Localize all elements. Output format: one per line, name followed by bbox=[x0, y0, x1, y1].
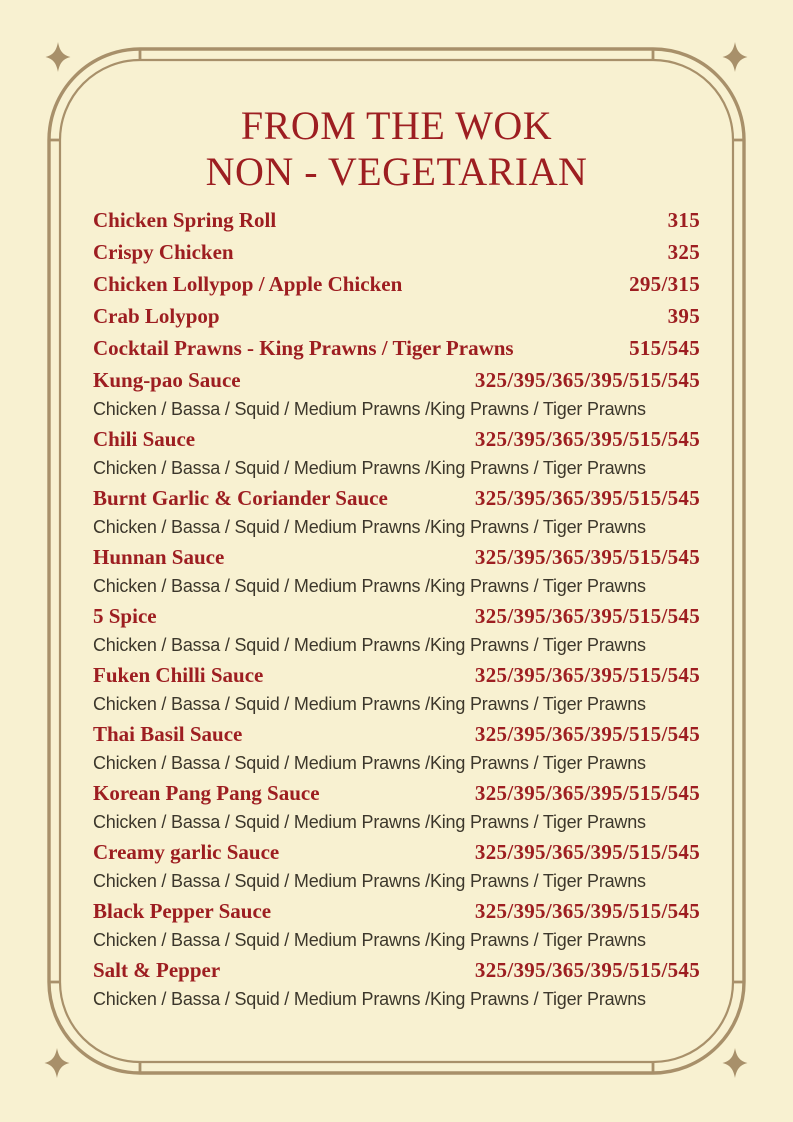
menu-item bbox=[93, 268, 700, 300]
item-name: Crispy Chicken bbox=[93, 240, 234, 264]
menu-item-row bbox=[93, 204, 700, 236]
menu-item-row bbox=[93, 777, 700, 809]
item-name: Chicken Lollypop / Apple Chicken bbox=[93, 272, 403, 296]
item-price: 515/545 bbox=[629, 336, 700, 360]
menu-item bbox=[93, 600, 700, 659]
menu-item bbox=[93, 300, 700, 332]
item-name: Chicken Spring Roll bbox=[93, 208, 277, 232]
item-price: 295/315 bbox=[629, 272, 700, 296]
menu-item bbox=[93, 777, 700, 836]
item-variants: Chicken / Bassa / Squid / Medium Prawns /King Prawns / Tiger Prawns bbox=[93, 576, 646, 596]
menu-item-row bbox=[93, 836, 700, 868]
menu-item bbox=[93, 332, 700, 364]
sparkle-icon bbox=[723, 1048, 748, 1078]
item-name: Korean Pang Pang Sauce bbox=[93, 781, 320, 805]
menu-item bbox=[93, 954, 700, 1013]
item-price: 325/395/365/395/515/545 bbox=[474, 545, 700, 569]
item-price: 325/395/365/395/515/545 bbox=[474, 486, 700, 510]
item-variants: Chicken / Bassa / Squid / Medium Prawns /King Prawns / Tiger Prawns bbox=[93, 989, 646, 1009]
item-variants: Chicken / Bassa / Squid / Medium Prawns /King Prawns / Tiger Prawns bbox=[93, 458, 646, 478]
item-name: Kung-pao Sauce bbox=[93, 368, 241, 392]
item-variants: Chicken / Bassa / Squid / Medium Prawns /King Prawns / Tiger Prawns bbox=[93, 812, 646, 832]
item-variants: Chicken / Bassa / Squid / Medium Prawns /King Prawns / Tiger Prawns bbox=[93, 930, 646, 950]
item-price: 325/395/365/395/515/545 bbox=[474, 663, 700, 687]
menu-item-row bbox=[93, 236, 700, 268]
menu-item bbox=[93, 541, 700, 600]
item-variants: Chicken / Bassa / Squid / Medium Prawns /King Prawns / Tiger Prawns bbox=[93, 399, 646, 419]
item-name: 5 Spice bbox=[93, 604, 157, 628]
menu-item bbox=[93, 482, 700, 541]
item-variants: Chicken / Bassa / Squid / Medium Prawns /King Prawns / Tiger Prawns bbox=[93, 635, 646, 655]
item-name: Crab Lolypop bbox=[93, 304, 220, 328]
item-price: 325 bbox=[667, 240, 700, 264]
menu-item-row bbox=[93, 364, 700, 396]
item-name: Hunnan Sauce bbox=[93, 545, 225, 569]
menu-item-row bbox=[93, 954, 700, 986]
menu-item-row bbox=[93, 268, 700, 300]
sparkle-icon bbox=[723, 42, 748, 72]
menu-item bbox=[93, 204, 700, 236]
item-price: 395 bbox=[667, 304, 700, 328]
menu-item-row bbox=[93, 895, 700, 927]
menu-item bbox=[93, 236, 700, 268]
page-title-line1: FROM THE WOK bbox=[240, 103, 553, 148]
menu-item-row bbox=[93, 332, 700, 364]
menu-item-row bbox=[93, 659, 700, 691]
item-price: 325/395/365/395/515/545 bbox=[474, 722, 700, 746]
page-title-line2: NON - VEGETARIAN bbox=[205, 149, 588, 194]
item-price: 325/395/365/395/515/545 bbox=[474, 781, 700, 805]
item-variants: Chicken / Bassa / Squid / Medium Prawns /King Prawns / Tiger Prawns bbox=[93, 694, 646, 714]
sparkle-icon bbox=[46, 42, 71, 72]
menu-item bbox=[93, 423, 700, 482]
item-price: 325/395/365/395/515/545 bbox=[474, 840, 700, 864]
menu-item bbox=[93, 659, 700, 718]
page-title bbox=[0, 103, 793, 195]
menu-item-row bbox=[93, 300, 700, 332]
item-name: Creamy garlic Sauce bbox=[93, 840, 280, 864]
item-variants: Chicken / Bassa / Squid / Medium Prawns /King Prawns / Tiger Prawns bbox=[93, 871, 646, 891]
item-price: 325/395/365/395/515/545 bbox=[474, 604, 700, 628]
item-price: 325/395/365/395/515/545 bbox=[474, 427, 700, 451]
item-name: Salt & Pepper bbox=[93, 958, 221, 982]
menu-item-row bbox=[93, 600, 700, 632]
menu-item bbox=[93, 364, 700, 423]
menu-item bbox=[93, 895, 700, 954]
item-name: Black Pepper Sauce bbox=[93, 899, 272, 923]
menu-item-row bbox=[93, 482, 700, 514]
item-price: 325/395/365/395/515/545 bbox=[474, 958, 700, 982]
sparkle-icon bbox=[45, 1048, 70, 1078]
menu-item-row bbox=[93, 541, 700, 573]
item-name: Fuken Chilli Sauce bbox=[93, 663, 264, 687]
item-name: Chili Sauce bbox=[93, 427, 196, 451]
menu-item bbox=[93, 718, 700, 777]
item-variants: Chicken / Bassa / Squid / Medium Prawns /King Prawns / Tiger Prawns bbox=[93, 753, 646, 773]
item-name: Burnt Garlic & Coriander Sauce bbox=[93, 486, 388, 510]
menu-list bbox=[93, 204, 700, 1013]
item-name: Thai Basil Sauce bbox=[93, 722, 243, 746]
menu-item bbox=[93, 836, 700, 895]
item-price: 315 bbox=[667, 208, 700, 232]
menu-item-row bbox=[93, 718, 700, 750]
item-price: 325/395/365/395/515/545 bbox=[474, 368, 700, 392]
item-name: Cocktail Prawns - King Prawns / Tiger Prawns bbox=[93, 336, 514, 360]
item-price: 325/395/365/395/515/545 bbox=[474, 899, 700, 923]
menu-item-row bbox=[93, 423, 700, 455]
item-variants: Chicken / Bassa / Squid / Medium Prawns /King Prawns / Tiger Prawns bbox=[93, 517, 646, 537]
